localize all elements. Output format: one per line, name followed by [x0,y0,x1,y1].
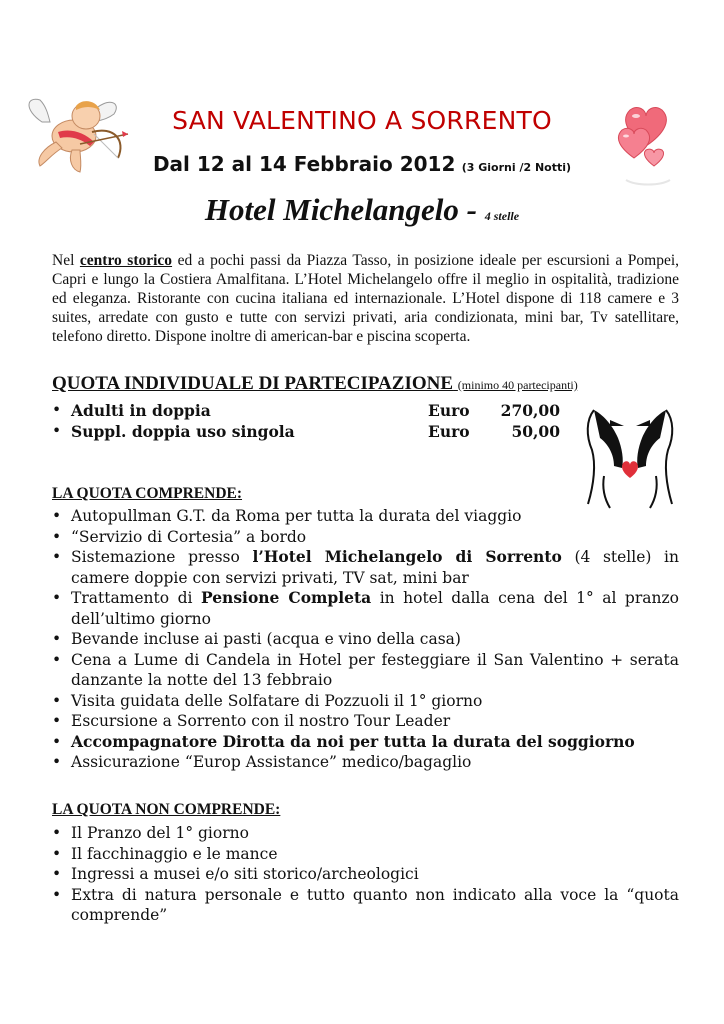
price-amount: 270,00 [500,401,560,420]
list-item [52,527,679,548]
price-amount: 50,00 [511,422,560,441]
hotel-stars: 4 stelle [484,209,520,223]
dates-text: Dal 12 al 14 Febbraio 2012 [152,152,456,176]
excludes-list [52,823,679,926]
list-item [52,547,679,588]
intro-start: Nel [52,252,75,269]
page-title: SAN VALENTINO A SORRENTO [172,106,552,135]
includes-heading: LA QUOTA COMPRENDE: [52,485,243,502]
item-text: Trattamento di [71,589,193,607]
list-item [52,885,679,926]
intro-rest: ed a pochi passi da Piazza Tasso, in posizione ideale per escursioni a Pompei, Capri e lungo la Costiera Amalfitana. L’Hotel Michelangelo offre il meglio in ospitalità, tradizione ed eleganza. Ristorante con cucina italiana ed internazionale. L’Hotel dispone di 118 camere e 3 suites, arredate con gusto e tutte con servizi privati, aria condizionata, mini bar, Tv satellitare, telefono diretto. Dispone inoltre di american-bar e piscina scoperta. [52,252,680,345]
kissing-birds-icon [580,404,680,512]
list-item [52,752,679,773]
list-item [52,844,679,865]
dates-note: (3 Giorni /2 Notti) [461,161,572,174]
item-text: Autopullman G.T. da Roma per tutta la durata del viaggio [71,507,522,525]
price-row [52,401,572,422]
excludes-heading: LA QUOTA NON COMPRENDE: [52,801,281,818]
hotel-description [52,251,679,346]
list-item [52,691,679,712]
item-text: Bevande incluse ai pasti (acqua e vino della casa) [71,630,461,648]
item-text: Ingressi a musei e/o siti storico/archeologici [71,865,419,883]
list-item [52,732,679,753]
hotel-heading [0,192,724,228]
list-item [52,506,679,527]
price-row [52,422,572,443]
item-text: Cena a Lume di Candela in Hotel per festeggiare il San Valentino + serata danzante la notte del 13 febbraio [71,650,679,689]
hotel-name: Hotel Michelangelo - [204,192,477,227]
event-dates [0,152,724,176]
item-text: Sistemazione presso [71,548,240,566]
bullet: • [52,422,62,440]
item-text: in hotel dalla cena del 1° al pranzo dell’ultimo giorno [71,589,679,628]
list-item [52,711,679,732]
price-label: Suppl. doppia uso singola [71,422,295,441]
list-item [52,823,679,844]
list-item [52,650,679,691]
bullet: • [52,401,62,419]
item-text: Escursione a Sorrento con il nostro Tour Leader [71,712,451,730]
list-item [52,864,679,885]
price-label: Adulti in doppia [71,401,211,420]
item-text: Assicurazione “Europ Assistance” medico/bagaglio [71,753,472,771]
intro-highlight: centro storico [79,252,173,269]
item-text: Extra di natura personale e tutto quanto non indicato alla voce la “quota comprende” [71,885,679,924]
item-text: Il facchinaggio e le mance [71,844,278,863]
price-currency: Euro [428,422,470,441]
quota-note: (minimo 40 partecipanti) [457,378,578,392]
quota-heading-text: QUOTA INDIVIDUALE DI PARTECIPAZIONE [52,373,454,394]
item-text: Visita guidata delle Solfatare di Pozzuoli il 1° giorno [71,691,483,710]
quota-heading [52,373,578,395]
price-currency: Euro [428,401,470,420]
includes-list [52,506,679,773]
item-text: (4 stelle) in camere doppie con servizi privati, TV sat, mini bar [71,548,679,587]
item-text: Il Pranzo del 1° giorno [71,824,249,842]
item-bold: Pensione Completa [200,588,372,607]
item-bold: l’Hotel Michelangelo di Sorrento [252,547,562,566]
item-text: “Servizio di Cortesia” a bordo [71,527,307,546]
list-item [52,629,679,650]
item-bold: Accompagnatore Dirotta da noi per tutta la durata del soggiorno [71,731,635,751]
list-item [52,588,679,629]
